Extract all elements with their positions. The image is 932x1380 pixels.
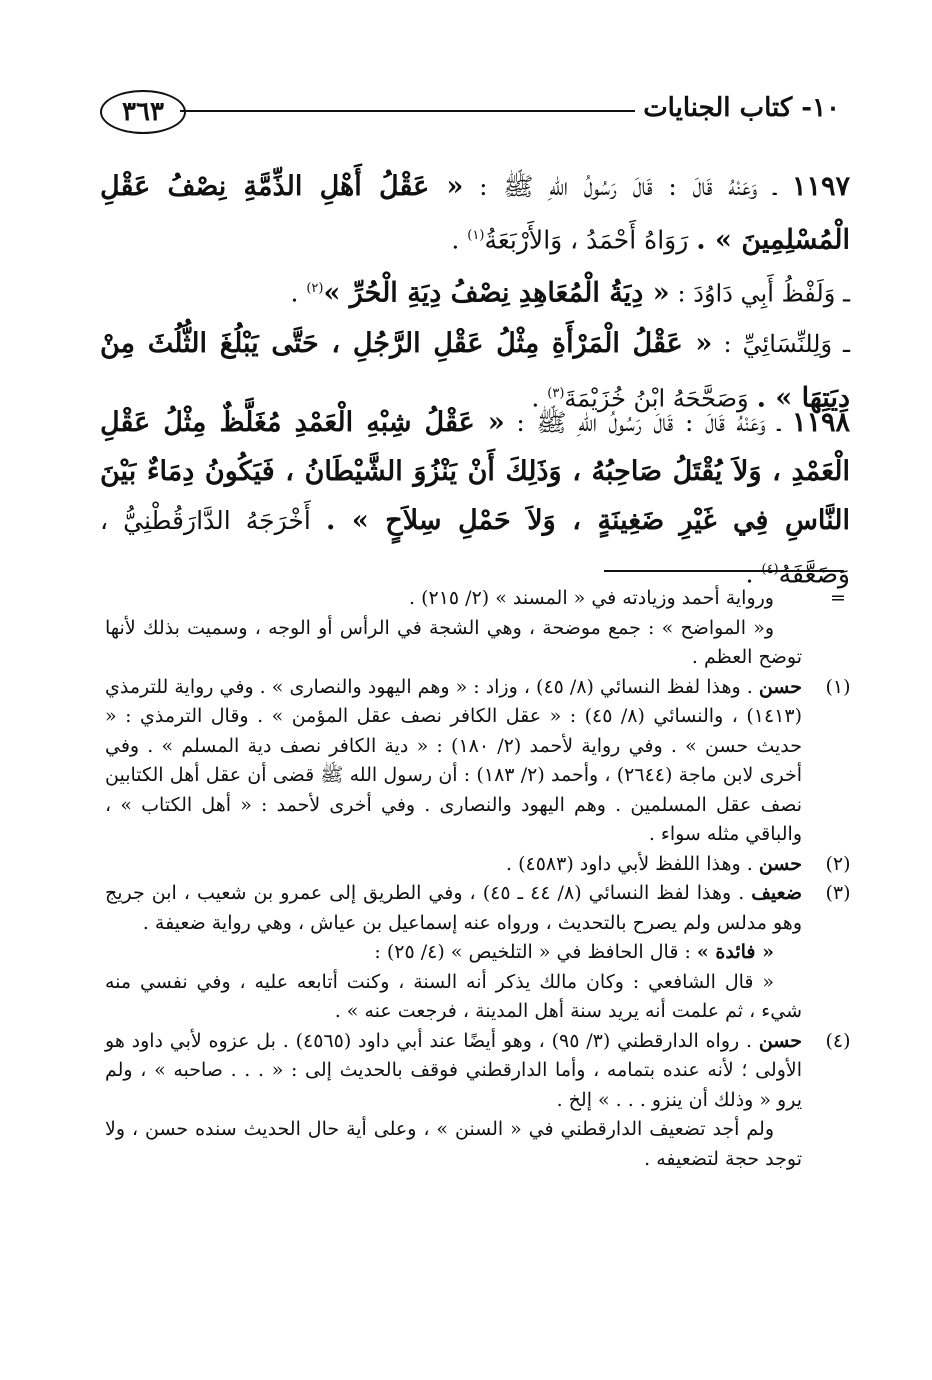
faida-label: « فائدة » [696, 941, 774, 963]
footnote-number: (٢) [825, 852, 851, 875]
hadith-matn: الْعَمْدِ ، وَلاَ يُقْتَلُ صَاحِبُهُ ، وَذَلِكَ أَنْ يَنْزُوَ الشَّيْطَانُ ، فَيَكُونُ دِمَاءٌ بَيْنَ النَّاسِ فِي غَيْرِ [100, 456, 851, 536]
footnote-4 [105, 1027, 860, 1175]
grading: حسن [758, 1029, 802, 1052]
continuation-mark: = [830, 587, 846, 609]
hadith-intro: ـ وَعَنْهُ قَالَ : قَالَ رَسُولُ اللهِ ﷺ : [479, 172, 777, 201]
footnote-text: . وهذا لفظ النسائي (٨/ ٤٤ ـ ٤٥) ، وفي الطريق إلى عمرو بن شعيب ، ابن جريج وهو مدلس ولم يصرح بالتحديث ، ورواه عنه إسماعيل بن عياش ، وهي رواية ضعيفة . [105, 882, 802, 934]
footnote-paragraph: ورواية أحمد وزيادته في « المسند » (٢/ ٢١٥) . [409, 587, 774, 609]
variant-prefix: ـ وَلِلنِّسَائِيِّ : [723, 329, 850, 358]
footnote-text: . وهذا اللفظ لأبي داود (٤٥٨٣) . [506, 852, 753, 875]
variant-matn: « عَقْلُ الْمَرْأَةِ مِثْلُ عَقْلِ الرَّجُلِ ، حَتَّى يَبْلُغَ الثُّلُثَ مِنْ دِيَتِهَا » . [100, 327, 850, 413]
footnote-number: (٤) [825, 1029, 851, 1052]
hadith-takhrij: أَخْرَجَهُ الدَّارَقُطْنِيُّ ، وَضَعَّفَهُ [100, 506, 850, 589]
footnote-number: (٣) [825, 882, 851, 904]
grading: حسن [758, 675, 802, 698]
footnote-quote: « قال الشافعي : وكان مالك يذكر أنه السنة ، وكنت أتابعه عليه ، وفي نفسي منه شيء ، ثم علمت أنه يريد سنة أهل المدينة ، فرجعت عنه » . [105, 970, 802, 1022]
hadith-matn: ضَغِينَةٍ ، وَلاَ حَمْلِ سِلاَحٍ » . [325, 505, 665, 536]
grading: حسن [758, 852, 802, 875]
footnote-ref[interactable]: (١) [467, 228, 485, 243]
hadith-number: ١١٩٨ [792, 407, 851, 438]
header-rule [180, 110, 635, 112]
footnote-3 [105, 879, 860, 1027]
variant-matn: « دِيَةُ الْمُعَاهِدِ نِصْفُ دِيَةِ الْحُرِّ » [323, 277, 670, 309]
footnote-ref[interactable]: (٤) [761, 562, 779, 577]
hadith-number: ١١٩٧ [791, 171, 850, 202]
footnote-2 [105, 850, 860, 880]
faida-text: : قال الحافظ في « التلخيص » (٤/ ٢٥) : [374, 941, 691, 963]
variant-prefix: ـ وَلَفْظُ أَبِي دَاوُدَ : [677, 279, 850, 308]
page-number-badge [100, 90, 186, 134]
authentication: وَصَحَّحَهُ ابْنُ خُزَيْمَةَ [564, 383, 749, 412]
hadith-line: ـ وَلِلنِّسَائِيِّ : « عَقْلُ الْمَرْأَةِ مِثْلُ عَقْلِ الرَّجُلِ ، حَتَّى يَبْلُغَ الثُّلُثَ مِنْ دِيَتِهَا » . وَصَحَّحَهُ ابْنُ خُزَيْمَةَ$^{(٣)}$ . [100, 327, 850, 413]
grading: ضعيف [751, 882, 802, 904]
footnote-separator [604, 570, 844, 572]
hadith-line: ـ وَلَفْظُ أَبِي دَاوُدَ : « دِيَةُ الْمُعَاهِدِ نِصْفُ دِيَةِ الْحُرِّ »$^{(٢)}$ . [290, 277, 850, 309]
page-number: ٣٦٣ [122, 97, 164, 127]
hadith-intro: ـ وَعَنْهُ قَالَ : قَالَ رَسُولُ اللهِ ﷺ : [516, 408, 781, 437]
hadith-1198 [100, 398, 850, 598]
footnote-ref[interactable]: (٣) [547, 385, 565, 401]
page-header [100, 86, 840, 142]
footnote-paragraph: ولم أجد تضعيف الدارقطني في « السنن » ، وعلى أية حال الحديث سنده حسن ، ولا توجد حجة لتضعيفه . [105, 1118, 802, 1170]
footnote-continuation [105, 584, 860, 673]
hadith-takhrij: رَوَاهُ أَحْمَدُ ، وَالأَرْبَعَةُ [484, 225, 689, 255]
hadith-line: ١١٩٧ ـ وَعَنْهُ قَالَ : قَالَ رَسُولُ اللهِ ﷺ : « عَقْلُ أَهْلِ الذِّمَّةِ نِصْفُ عَقْلِ الْمُسْلِمِينَ » . رَوَاهُ أَحْمَدُ ، وَالأَرْبَعَةُ$^{(١)}$ . [100, 171, 850, 256]
hadith-1197 [100, 162, 850, 423]
footnote-paragraph [105, 938, 802, 968]
footnote-ref[interactable]: (٢) [306, 281, 324, 297]
hadith-line: ١١٩٨ ـ وَعَنْهُ قَالَ : قَالَ رَسُولُ اللهِ ﷺ : « عَقْلُ شِبْهِ الْعَمْدِ مُغَلَّظٌ مِثْلُ عَقْلِ الْعَمْدِ ، وَلاَ يُقْتَلُ صَاحِبُهُ ، وَذَلِكَ أَنْ يَنْزُوَ الشَّيْطَانُ ، فَيَكُونُ دِمَاءٌ بَيْنَ النَّاسِ فِي غَيْرِ ضَغِينَةٍ ، وَلاَ حَمْلِ سِلاَحٍ » . أَخْرَجَهُ الدَّارَقُطْنِيُّ ، وَضَعَّفَهُ$^{(٤)}$ . [100, 407, 851, 589]
footnote-1 [105, 673, 860, 850]
footnote-text: . رواه الدارقطني (٣/ ٩٥) ، وهو أيضًا عند أبي داود (٤٥٦٥) . بل عزوه لأبي داود هو الأولى ؛ لأنه عنده بتمامه ، وأما الدارقطني فوقف بالحديث إلى : « . . . صاحبه » ، ولم يرو « وذلك أن ينزو . . . » إلخ . [105, 1029, 802, 1111]
footnotes [105, 584, 860, 1174]
footnote-text: . وهذا لفظ النسائي (٨/ ٤٥) ، وزاد : « وهم اليهود والنصارى » . وفي رواية للترمذي (١٤١٣) ، والنسائي (٨/ ٤٥) : « عقل الكافر نصف عقل المؤمن » . وقال الترمذي : « حديث حسن » . وفي رواية لأحمد (٢/ ١٨٠) : « دية الكافر نصف دية المسلم » . وفي أخرى لابن ماجة (٢٦٤٤) ، وأحمد (٢/ ١٨٣) : أن رسول الله ﷺ قضى أن عقل أهل الكتابين نصف عقل المسلمين . وهم اليهود والنصارى . وفي أخرى لأحمد : « أهل الكتاب » ، والباقي مثله سواء . [105, 675, 802, 845]
footnote-paragraph: و« المواضح » : جمع موضحة ، وهي الشجة في الرأس أو الوجه ، وسميت بذلك لأنها توضح العظم . [105, 616, 802, 668]
hadith-matn: « عَقْلُ شِبْهِ الْعَمْدِ مُغَلَّظٌ مِثْلُ عَقْلِ [100, 407, 505, 438]
hadith-matn: « عَقْلُ أَهْلِ الذِّمَّةِ نِصْفُ عَقْلِ الْمُسْلِمِينَ » . [100, 171, 850, 256]
chapter-title: ١٠- كتاب الجنايات [643, 93, 840, 123]
footnote-number: (١) [825, 675, 851, 698]
